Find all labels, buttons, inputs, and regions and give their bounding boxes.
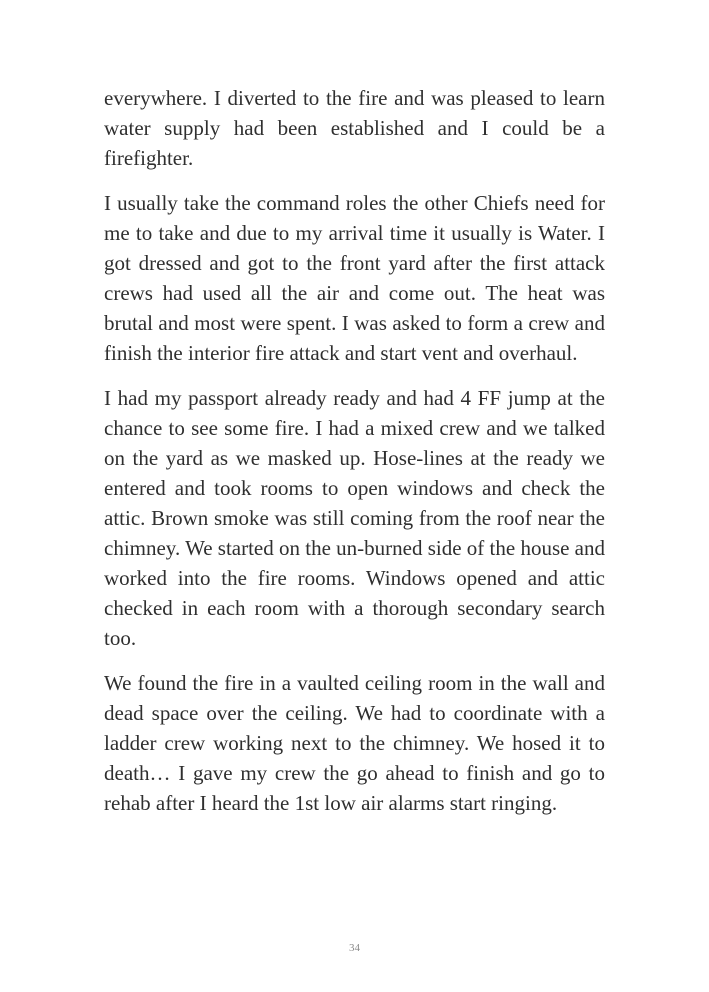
paragraph-4: We found the fire in a vaulted ceiling room in the wall and dead space over the ceiling. We had to coordinate with a ladder crew working next to the chimney. We hosed it to death… I gave my crew the go ahead to finish and go to rehab after I heard the 1st low air alarms start ringing. [104,671,605,815]
page-number: 34 [349,942,360,954]
paragraph-3: I had my passport already ready and had 4 FF jump at the chance to see some fire. I had a mixed crew and we talked on the yard as we masked up. Hose-lines at the ready we entered and took rooms to open windows and check the attic. Brown smoke was still coming from the roof near the chimney. We started on the un-burned side of the house and worked into the fire rooms. Windows opened and attic checked in each room with a thorough secondary search too. [104,386,606,650]
paragraph-1: everywhere. I diverted to the fire and was pleased to learn water supply had been established and I could be a firefighter. [104,86,605,170]
paragraph-2: I usually take the command roles the other Chiefs need for me to take and due to my arrival time it usually is Water. I got dressed and got to the front yard after the first attack crews had used all the air and come out. The heat was brutal and most were spent. I was asked to form a crew and finish the interior fire attack and start vent and overhaul. [104,191,605,365]
body-text [104,83,605,833]
